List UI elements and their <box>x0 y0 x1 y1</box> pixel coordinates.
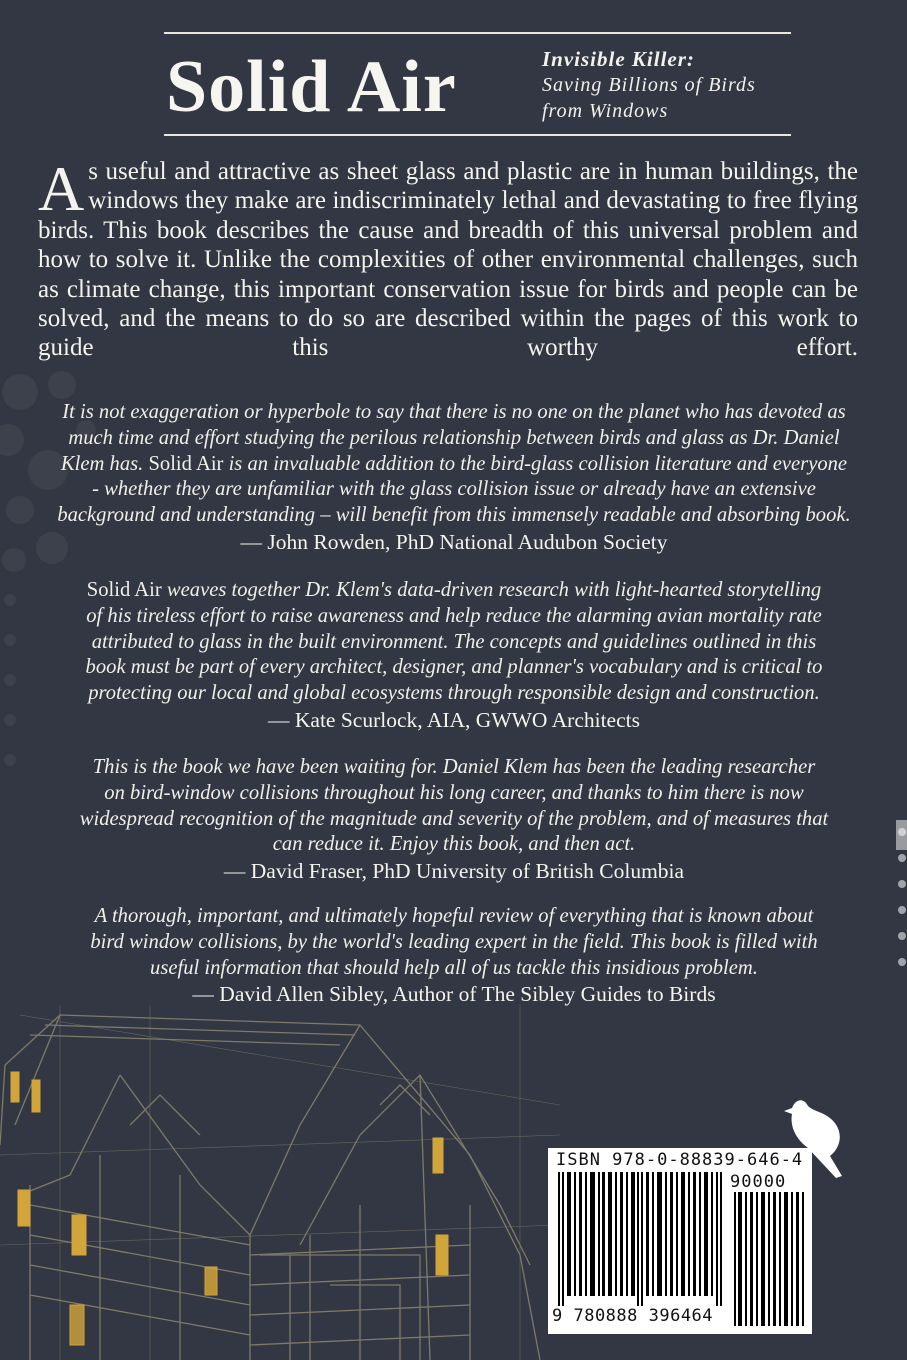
book-title-ref: Solid Air <box>86 579 162 601</box>
isbn-barcode <box>548 1148 812 1334</box>
isbn-number: ISBN 978-0-88839-646-4 <box>556 1150 804 1170</box>
quote-fragment: Klem has. <box>60 452 144 475</box>
house-illustration <box>0 1005 560 1360</box>
header-top-rule <box>164 32 791 34</box>
quote-line: of his tireless effort to raise awareness and help reduce the alarming avian mortality rate <box>86 604 822 627</box>
quote-line: book must be part of every architect, designer, and planner's vocabulary and is critical to <box>85 656 823 679</box>
blurb-rowden <box>30 400 878 556</box>
quote-line: protecting our local and global ecosystems through responsible design and construction. <box>88 682 820 705</box>
book-subtitle <box>542 46 802 124</box>
blurb-attribution: — John Rowden, PhD National Audubon Society <box>240 529 668 554</box>
price-code: 90000 <box>730 1172 787 1192</box>
blurb-quote <box>30 400 878 529</box>
quote-line <box>30 452 878 478</box>
quote-line: widespread recognition of the magnitude and severity of the problem, and of measures that <box>79 807 829 830</box>
intro-text: s useful and attractive as sheet glass and plastic are in human buildings, the windows they make are indiscriminately lethal and devastating to free flying birds. This book describes the cause and breadth of this universal problem and how to solve it. Unlike the complexities of other environmental challenges, such as climate change, this important conservation issue for birds and people can be solved, and the means to do so are described within the pages of this work to guide this worthy effort. <box>38 158 858 362</box>
blurb-quote <box>30 904 878 981</box>
blurb-sibley <box>30 904 878 1008</box>
quote-line: bird window collisions, by the world's leading expert in the field. This book is filled with <box>90 930 818 953</box>
quote-fragment: is an invaluable addition to the bird-glass collision literature and everyone <box>228 452 848 475</box>
book-title-ref: Solid Air <box>148 452 224 475</box>
blurb-quote <box>30 578 878 707</box>
header-bottom-rule <box>164 134 791 136</box>
intro-paragraph <box>38 153 858 363</box>
blurb-attribution: — David Fraser, PhD University of British Columbia <box>223 859 685 884</box>
subtitle-line-1: Saving Billions of Birds <box>542 74 756 96</box>
blurb-quote <box>30 755 878 858</box>
subtitle-heading: Invisible Killer: <box>542 47 695 71</box>
quote-line: This is the book we have been waiting for. Daniel Klem has been the leading researcher <box>92 756 816 778</box>
subtitle-line-2: from Windows <box>542 100 669 122</box>
quote-line <box>30 578 878 604</box>
quote-line: attributed to glass in the built environment. The concepts and guidelines outlined in this <box>91 630 817 653</box>
book-title: Solid Air <box>166 46 457 128</box>
quote-line: background and understanding – will benefit from this immensely readable and absorbing book. <box>57 504 851 527</box>
quote-line: on bird-window collisions throughout his long career, and thanks to him there is now <box>104 781 804 804</box>
quote-line: useful information that should help all of us tackle this insidious problem. <box>150 956 758 979</box>
ean-number: 9 780888 396464 <box>552 1306 714 1326</box>
blurb-attribution: — David Allen Sibley, Author of The Sibley Guides to Birds <box>192 982 716 1007</box>
blurb-scurlock <box>30 578 878 734</box>
blurb-fraser <box>30 755 878 885</box>
quote-line: A thorough, important, and ultimately hopeful review of everything that is known about <box>94 905 814 927</box>
price-barcode-bars <box>732 1192 806 1326</box>
quote-line: It is not exaggeration or hyperbole to say that there is no one on the planet who has devoted as <box>62 401 846 423</box>
quote-fragment: weaves together Dr. Klem's data-driven research with light-hearted storytelling <box>166 579 822 601</box>
quote-line: - whether they are unfamiliar with the glass collision issue or already have an extensive <box>92 478 816 501</box>
blurb-attribution: — Kate Scurlock, AIA, GWWO Architects <box>268 707 640 732</box>
drop-cap: A <box>38 153 85 224</box>
quote-line: much time and effort studying the perilous relationship between birds and glass as Dr. Daniel <box>68 426 840 449</box>
quote-line: can reduce it. Enjoy this book, and then act. <box>272 833 636 856</box>
barcode-bars <box>554 1172 724 1306</box>
